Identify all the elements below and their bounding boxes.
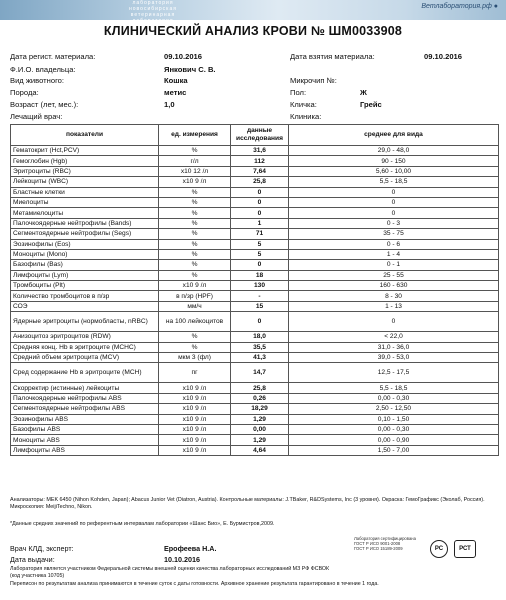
reference-cell: 25 - 55 [289,270,499,280]
param-cell: Моноциты (Mono) [11,249,159,259]
reg-date-value: 09.10.2016 [164,52,203,61]
reference-cell: 0,00 - 0,30 [289,393,499,403]
unit-cell: на 100 лейкоцитов [159,312,231,332]
param-cell: Эозинофилы (Eos) [11,239,159,249]
chip-label: Микрочип №: [290,76,337,85]
reference-cell: 5,60 - 10,00 [289,166,499,176]
value-cell: 18,29 [231,404,289,414]
param-cell: Ядерные эритроциты (нормобласты, nRBC) [11,312,159,332]
param-cell: Сегментоядерные нейтрофилы (Segs) [11,229,159,239]
reference-cell: 5,5 - 18,5 [289,383,499,393]
nick-label: Кличка: [290,100,317,109]
reference-cell: 5,5 - 18,5 [289,177,499,187]
lab-website[interactable]: Ветлаборатория.рф ● [421,3,498,10]
table-row [11,249,499,259]
reference-cell: 8 - 30 [289,291,499,301]
unit-cell: % [159,197,231,207]
lab-line: лаборатория [132,18,174,24]
param-cell: Базофилы (Bas) [11,260,159,270]
unit-cell: в п/зр (HPF) [159,291,231,301]
unit-cell: % [159,208,231,218]
unit-cell: x10 9 /л [159,404,231,414]
unit-cell: г/л [159,156,231,166]
reference-cell: 0 [289,312,499,332]
unit-cell: % [159,239,231,249]
table-row [11,166,499,176]
reference-note: *Данные средних значений по референтным интервалам лаборатории «Шанс Био», Е. Бурмистров,2009. [10,521,275,527]
table-row [11,435,499,445]
value-cell: 31,6 [231,146,289,156]
value-cell: 0 [231,312,289,332]
table-row [11,445,499,455]
age-label: Возраст (лет, мес.): [10,100,79,109]
reference-cell: 29,0 - 48,0 [289,146,499,156]
param-cell: Палочкоядерные нейтрофилы ABS [11,393,159,403]
reference-cell: 1 - 13 [289,301,499,311]
param-cell: Бластные клетки [11,187,159,197]
param-cell: Моноциты ABS [11,435,159,445]
unit-cell: % [159,249,231,259]
breed-label: Порода: [10,88,39,97]
unit-cell: % [159,187,231,197]
table-header-row [11,125,499,146]
table-row [11,146,499,156]
results-table [10,124,499,456]
param-cell: Количество тромбоцитов в п/зр [11,291,159,301]
table-row [11,332,499,342]
param-cell: Средняя конц. Hb в эритроците (MCHC) [11,342,159,352]
stamp-line: Лаборатория сертифицирована [354,536,416,541]
claims-note: Переписон по результатам анализа принимаются в течение суток с даты готовности. Архивное хранение результата гарантировано в течение 1 года. [10,581,379,587]
reference-cell: 0 - 6 [289,239,499,249]
unit-cell: x10 12 /л [159,166,231,176]
unit-cell: x10 9 /л [159,424,231,434]
table-row [11,177,499,187]
param-cell: Эозинофилы ABS [11,414,159,424]
lab-line: ветеринарная [130,12,176,18]
rst-logo-icon: РСТ [454,540,476,558]
reference-cell: 31,0 - 36,0 [289,342,499,352]
value-cell: 7,64 [231,166,289,176]
value-cell: 35,5 [231,342,289,352]
value-cell: 25,8 [231,177,289,187]
param-cell: Гемоглобин (Hgb) [11,156,159,166]
unit-cell: x10 9 /л [159,393,231,403]
unit-cell: % [159,342,231,352]
analyzers-note: Анализаторы: MEK 6450 (Nihon Kohden, Japan); Abacus Junior Vet (Diatron, Austria). Контрольные материалы: J.TBaker, R&DSystems, Inc (3 уровня). Окраска: ГемоГрафикс (Эколаб, Россия). Микроскопия: MeijiTechno, Nikon. [10,497,485,510]
value-cell: 41,3 [231,353,289,363]
value-cell: 112 [231,156,289,166]
species-label: Вид животного: [10,76,65,85]
unit-cell: x10 9 /л [159,445,231,455]
value-cell: 0 [231,208,289,218]
lab-line: лаборатория [132,0,174,6]
param-cell: Сред содержание Hb в эритроците (MCH) [11,363,159,383]
param-cell: Лимфоциты ABS [11,445,159,455]
reference-cell: 90 - 150 [289,156,499,166]
certification-stamp [354,536,416,551]
lab-line: новосибирская [129,6,177,12]
unit-cell: % [159,229,231,239]
table-row [11,260,499,270]
stamp-line: ГОСТ Р ИСО 15189-2009 [354,546,403,551]
table-row [11,291,499,301]
take-date-label: Дата взятия материала: [290,52,375,61]
reference-cell: 0,00 - 0,90 [289,435,499,445]
value-cell: 25,8 [231,383,289,393]
reference-cell: 0,10 - 1,50 [289,414,499,424]
unit-cell: x10 9 /л [159,414,231,424]
owner-label: Ф.И.О. владельца: [10,65,76,74]
reference-cell: < 22,0 [289,332,499,342]
param-cell: Метамиелоциты [11,208,159,218]
reg-date-label: Дата регист. материала: [10,52,96,61]
fsvok-note: Лаборатория является участником Федеральной системы внешней оценки качества лабораторных исследований МЗ РФ ФСВОК [10,566,330,572]
param-cell: Эритроциты (RBC) [11,166,159,176]
param-cell: Базофилы ABS [11,424,159,434]
value-cell: 5 [231,249,289,259]
value-cell: 15 [231,301,289,311]
unit-cell: мм/ч [159,301,231,311]
value-cell: 14,7 [231,363,289,383]
take-date-value: 09.10.2016 [424,52,463,61]
table-row [11,363,499,383]
page-title: КЛИНИЧЕСКИЙ АНАЛИЗ КРОВИ № ШМ0033908 [103,24,403,38]
param-cell: Гематокрит (Hct,PCV) [11,146,159,156]
table-row [11,270,499,280]
header-parameter: показатели [11,125,159,146]
unit-cell: % [159,332,231,342]
reference-cell: 0 - 1 [289,260,499,270]
value-cell: 0 [231,187,289,197]
signer-value: Ерофеева Н.А. [164,544,217,553]
reference-cell: 0 [289,187,499,197]
table-row [11,197,499,207]
table-row [11,312,499,332]
table-row [11,424,499,434]
unit-cell: пг [159,363,231,383]
table-row [11,414,499,424]
unit-cell: x10 9 /л [159,177,231,187]
table-row [11,404,499,414]
reference-cell: 35 - 75 [289,229,499,239]
unit-cell: x10 9 /л [159,383,231,393]
unit-cell: % [159,218,231,228]
sex-value: Ж [360,88,367,97]
reference-cell: 12,5 - 17,5 [289,363,499,383]
value-cell: 0 [231,260,289,270]
issue-date-value: 10.10.2016 [164,555,200,564]
value-cell: 0 [231,197,289,207]
age-value: 1,0 [164,100,175,109]
table-row [11,353,499,363]
sex-label: Пол: [290,88,307,97]
reference-cell: 160 - 630 [289,281,499,291]
table-row [11,187,499,197]
header-value: данные исследования [231,125,289,146]
reference-cell: 39,0 - 53,0 [289,353,499,363]
issue-date-label: Дата выдачи: [10,555,55,564]
owner-value: Янкович С. В. [164,65,216,74]
value-cell: 71 [231,229,289,239]
header-banner [0,0,506,24]
table-row [11,281,499,291]
param-cell: Анизоцитоз эритроцитов (RDW) [11,332,159,342]
reference-cell: 0 [289,208,499,218]
table-row [11,393,499,403]
value-cell: 18,0 [231,332,289,342]
unit-cell: % [159,260,231,270]
table-row [11,301,499,311]
table-row [11,239,499,249]
value-cell: 5 [231,239,289,249]
param-cell: Средний объем эритроцита (MCV) [11,353,159,363]
value-cell: 130 [231,281,289,291]
reference-cell: 0 [289,197,499,207]
value-cell: 1 [231,218,289,228]
table-row [11,218,499,228]
unit-cell: x10 9 /л [159,281,231,291]
reference-cell: 1,50 - 7,00 [289,445,499,455]
breed-value: метис [164,88,187,97]
unit-cell: мкм 3 (фл) [159,353,231,363]
unit-cell: % [159,270,231,280]
table-row [11,342,499,352]
reference-cell: 2,50 - 12,50 [289,404,499,414]
value-cell: 0,26 [231,393,289,403]
param-cell: СОЭ [11,301,159,311]
header-reference: среднее для вида [289,125,499,146]
param-cell: Тромбоциты (Plt) [11,281,159,291]
value-cell: 0,00 [231,424,289,434]
table-row [11,383,499,393]
participant-code: (код участника 10705) [10,573,65,579]
stamp-line: ГОСТ Р ИСО 9001-2008 [354,541,401,546]
param-cell: Скорректир (истинные) лейкоциты [11,383,159,393]
param-cell: Лимфоциты (Lym) [11,270,159,280]
reference-cell: 0 - 3 [289,218,499,228]
value-cell: 1,29 [231,414,289,424]
value-cell: 18 [231,270,289,280]
clinic-label: Клиника: [290,112,322,121]
doctor-label: Лечащий врач: [10,112,63,121]
species-value: Кошка [164,76,188,85]
reference-cell: 0,00 - 0,30 [289,424,499,434]
table-row [11,208,499,218]
lab-logo-text [118,0,188,24]
cert-logo-icon: РС [430,540,448,558]
value-cell: - [231,291,289,301]
header-unit: ед. измерения [159,125,231,146]
unit-cell: x10 9 /л [159,435,231,445]
signer-label: Врач КЛД, эксперт: [10,544,74,553]
reference-cell: 1 - 4 [289,249,499,259]
value-cell: 4,64 [231,445,289,455]
table-row [11,156,499,166]
results-body [11,146,499,456]
param-cell: Сегментоядерные нейтрофилы ABS [11,404,159,414]
unit-cell: % [159,146,231,156]
param-cell: Миелоциты [11,197,159,207]
nick-value: Грейс [360,100,382,109]
param-cell: Лейкоциты (WBC) [11,177,159,187]
param-cell: Палочкоядерные нейтрофилы (Bands) [11,218,159,228]
value-cell: 1,29 [231,435,289,445]
table-row [11,229,499,239]
